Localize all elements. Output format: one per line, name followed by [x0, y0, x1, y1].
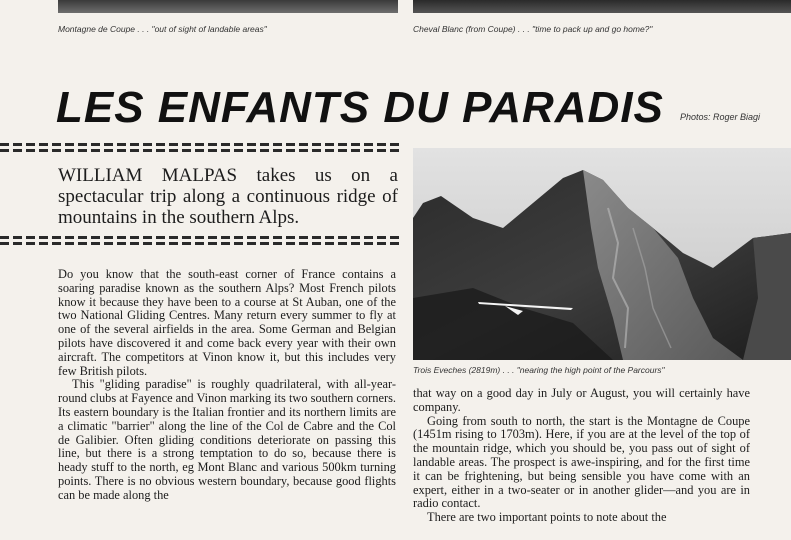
body-column-left: [58, 268, 396, 503]
article-title: LES ENFANTS DU PARADIS: [56, 83, 664, 132]
top-left-photo-strip: [58, 0, 398, 13]
caption-montagne-de-coupe: Montagne de Coupe . . . "out of sight of landable areas": [58, 24, 267, 34]
body-paragraph-4: Going from south to north, the start is the Montagne de Coupe (1451m rising to 1703m). Here, if you are at the level of the top of the mountain ridge, which you should be, you pass out of sight of landable areas. The prospect is awe-inspiring, and for the first time it can be frightening, but being sensible you have come with an expert, either in a two-seater or in another glider—and you are in radio contact.: [413, 413, 750, 511]
top-right-photo-strip: [413, 0, 791, 13]
photo-credit: Photos: Roger Biagi: [680, 112, 761, 122]
body-paragraph-1: Do you know that the south-east corner of France contains a soaring paradise known as the southern Alps? Most French pilots know it because they have been to a course at St Auban, one of the two National Gliding Centres. Many return every summer to fly at one of the several airfields in the area. Some German and Belgian pilots have discovered it and come back every year with their own aircraft. The competitors at Vinon know it, but this includes very few British pilots.: [58, 267, 396, 378]
caption-trois-eveches: Trois Eveches (2819m) . . . "nearing the high point of the Parcours": [413, 365, 665, 375]
body-paragraph-3: that way on a good day in July or August, you will certainly have company.: [413, 386, 750, 414]
body-paragraph-5: There are two important points to note about the: [427, 510, 667, 525]
body-paragraph-2: This "gliding paradise" is roughly quadrilateral, with all-year-round clubs at Fayence and Vinon marking its two southern corners. Its eastern boundary is the Italian frontier and its northern limits are a climatic "barrier" along the line of the Col de Cabre and the Col de Galibier. Often gliding conditions deteriorate on passing this line, but there is a strong temptation to do so, because there is heady stuff to the north, eg Mont Blanc and various 500km turning points. There is no obvious western boundary, because good flights can be made along the: [58, 377, 396, 502]
dashed-rule-top: [0, 143, 400, 152]
body-column-right: [413, 387, 750, 525]
caption-cheval-blanc: Cheval Blanc (from Coupe) . . . "time to pack up and go home?": [413, 24, 653, 34]
dashed-rule-bottom: [0, 236, 400, 245]
article-standfirst: WILLIAM MALPAS takes us on a spectacular trip along a continuous ridge of mountains in the southern Alps.: [58, 165, 398, 228]
photo-trois-eveches: [413, 148, 791, 360]
mountain-photo-graphic: [413, 148, 791, 360]
